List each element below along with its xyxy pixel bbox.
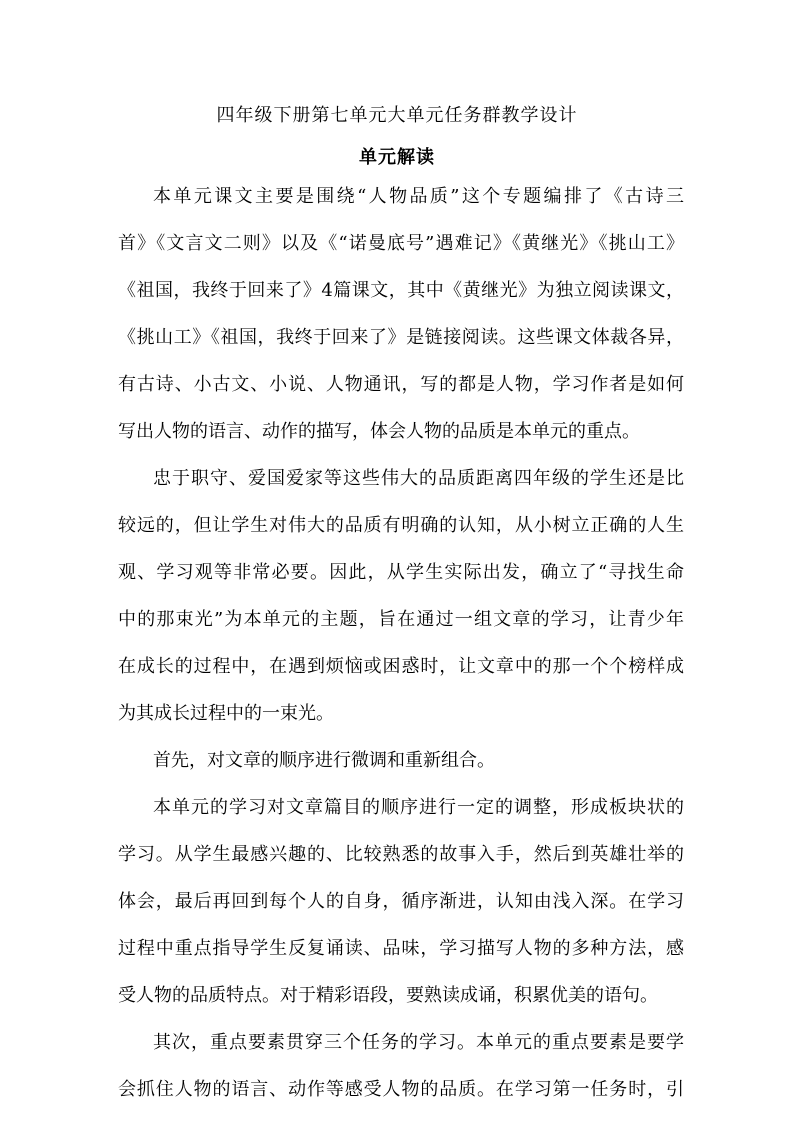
paragraph-line: 体会，最后再回到每个人的自身，循序渐进，认知由浅入深。在学习 xyxy=(118,891,684,912)
paragraph-line: 《祖国，我终于回来了》4篇课文，其中《黄继光》为独立阅读课文， xyxy=(118,280,684,301)
section-heading: 单元解读 xyxy=(359,147,435,168)
paragraph-line: 观、学习观等非常必要。因此，从学生实际出发，确立了“寻找生命 xyxy=(118,562,684,583)
paragraph-line: 忠于职守、爱国爱家等这些伟大的品质距离四年级的学生还是比 xyxy=(153,468,684,489)
paragraph-line: 《挑山工》《祖国，我终于回来了》是链接阅读。这些课文体裁各异， xyxy=(118,327,684,348)
paragraph-line: 写出人物的语言、动作的描写，体会人物的品质是本单元的重点。 xyxy=(118,421,640,442)
paragraph-line: 在成长的过程中，在遇到烦恼或困惑时，让文章中的那一个个榜样成 xyxy=(118,656,684,677)
paragraph-line: 学习。从学生最感兴趣的、比较熟悉的故事入手，然后到英雄壮举的 xyxy=(118,844,684,865)
paragraph-line: 本单元的学习对文章篇目的顺序进行一定的调整，形成板块状的 xyxy=(153,797,684,818)
paragraph-line: 受人物的品质特点。对于精彩语段，要熟读成诵，积累优美的语句。 xyxy=(118,985,658,1006)
paragraph-line: 中的那束光”为本单元的主题，旨在通过一组文章的学习，让青少年 xyxy=(118,609,684,630)
paragraph-line: 较远的，但让学生对伟大的品质有明确的认知，从小树立正确的人生 xyxy=(118,515,684,536)
paragraph-line: 本单元课文主要是围绕“人物品质”这个专题编排了《古诗三 xyxy=(153,186,684,207)
document-title: 四年级下册第七单元大单元任务群教学设计 xyxy=(216,105,578,126)
paragraph-line: 首先，对文章的顺序进行微调和重新组合。 xyxy=(153,750,495,771)
paragraph-line: 会抓住人物的语言、动作等感受人物的品质。在学习第一任务时，引 xyxy=(118,1079,684,1100)
paragraph-line: 过程中重点指导学生反复诵读、品味，学习描写人物的多种方法，感 xyxy=(118,938,684,959)
paragraph-line: 首》《文言文二则》以及《“诺曼底号”遇难记》《黄继光》《挑山工》 xyxy=(118,233,684,254)
paragraph-line: 有古诗、小古文、小说、人物通讯，写的都是人物，学习作者是如何 xyxy=(118,374,684,395)
paragraph-line: 其次，重点要素贯穿三个任务的学习。本单元的重点要素是要学 xyxy=(153,1032,684,1053)
paragraph-line: 为其成长过程中的一束光。 xyxy=(118,703,334,724)
